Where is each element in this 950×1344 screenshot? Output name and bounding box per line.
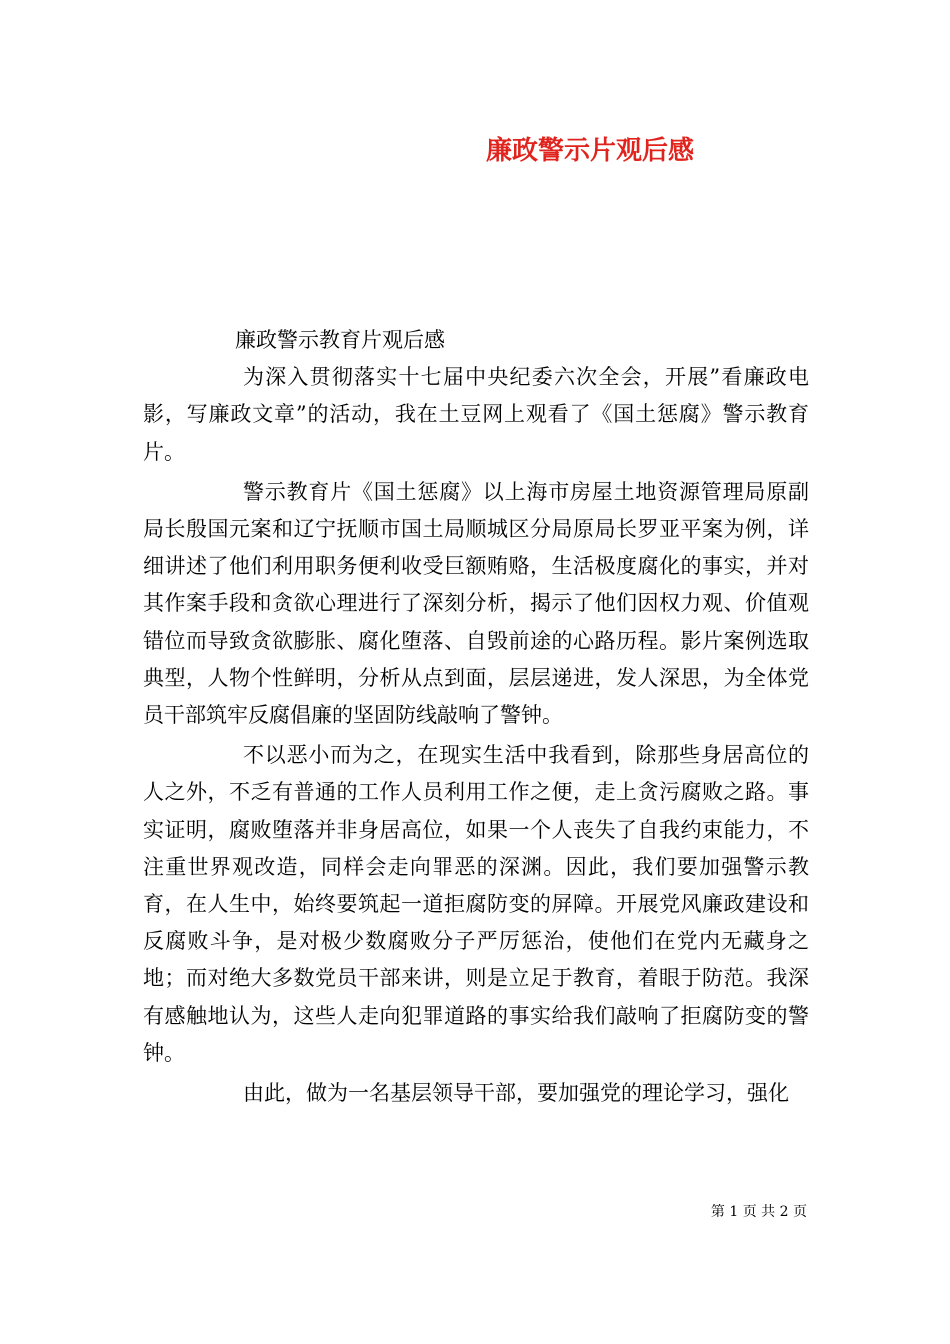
paragraph-2: 警示教育片《国土惩腐》以上海市房屋土地资源管理局原副局长殷国元案和辽宁抚顺市国土局顺城区分局原局长罗亚平案为例，详细讲述了他们利用职务便利收受巨额贿赂，生活极度腐化的事实，并对其作案手段和贪欲心理进行了深刻分析，揭示了他们因权力观、价值观错位而导致贪欲膨胀、腐化堕落、自毁前途的心路历程。影片案例选取典型，人物个性鲜明，分析从点到面，层层递进，发人深思，为全体党员干部筑牢反腐倡廉的坚固防线敲响了警钟。 [143, 479, 809, 728]
document-subtitle: 廉政警示教育片观后感 [235, 328, 445, 352]
paragraph-3: 不以恶小而为之，在现实生活中我看到，除那些身居高位的人之外，不乏有普通的工作人员利用工作之便，走上贪污腐败之路。事实证明，腐败堕落并非身居高位，如果一个人丧失了自我约束能力，不注重世界观改造，同样会走向罪恶的深渊。因此，我们要加强警示教育，在人生中，始终要筑起一道拒腐防变的屏障。开展党风廉政建设和反腐败斗争，是对极少数腐败分子严厉惩治，使他们在党内无藏身之地；而对绝大多数党员干部来讲，则是立足于教育，着眼于防范。我深有感触地认为，这些人走向犯罪道路的事实给我们敲响了拒腐防变的警钟。 [143, 743, 809, 1065]
document-body [143, 322, 809, 1112]
document-title: 廉政警示片观后感 [485, 136, 694, 166]
page-number: 第 1 页 共 2 页 [710, 1204, 807, 1220]
paragraph-1: 为深入贯彻落实十七届中央纪委六次全会，开展”看廉政电影，写廉政文章”的活动，我在土豆网上观看了《国土惩腐》警示教育片。 [143, 365, 809, 464]
paragraph-4: 由此，做为一名基层领导干部，要加强党的理论学习，强化 [243, 1081, 789, 1106]
